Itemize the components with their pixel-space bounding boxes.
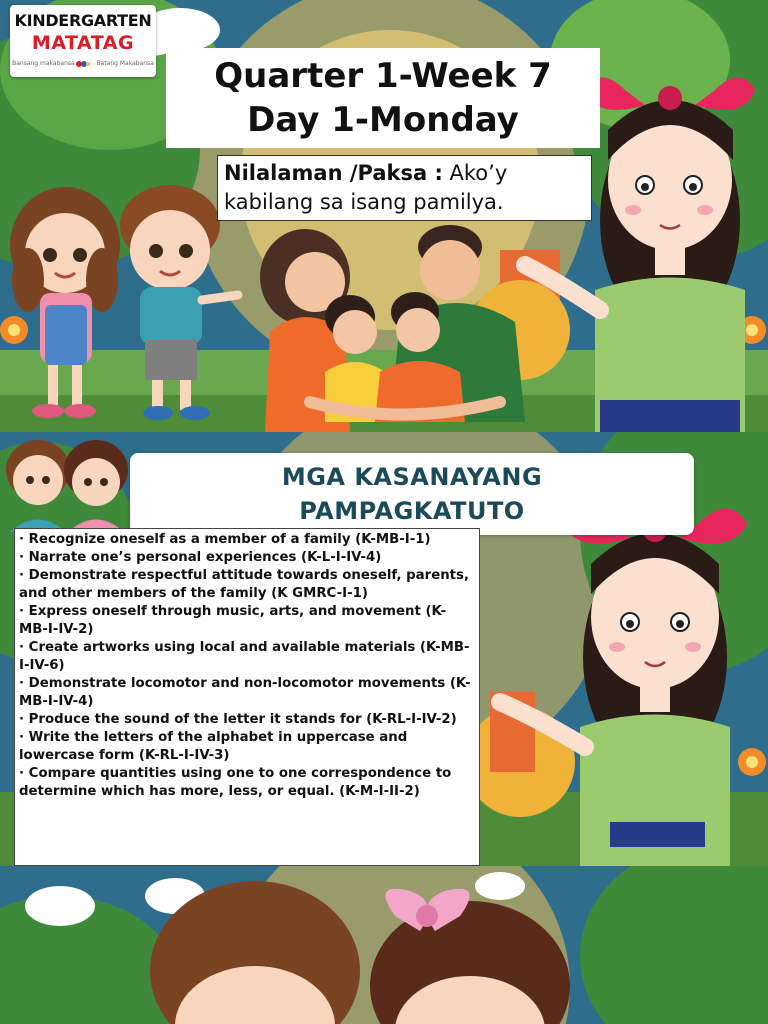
objectives-heading-line2: PAMPAGKATUTO: [299, 497, 525, 525]
teacher-girl-illustration-2: [485, 482, 768, 866]
objective-item: · Demonstrate respectful attitude towards oneself, parents, and other members of the family (K GMRC-I-1): [19, 568, 470, 601]
closeup-kids-illustration: [140, 876, 580, 1024]
objectives-list: [14, 528, 480, 866]
objective-item: · Create artworks using local and available materials (K-MB-I-IV-6): [19, 640, 470, 673]
objective-item: · Produce the sound of the letter it stands for (K-RL-I-IV-2): [19, 712, 457, 727]
topic-box: [217, 155, 592, 221]
title-box: [166, 48, 600, 148]
logo-matatag-text: MATATAG: [31, 32, 135, 54]
objective-item: · Compare quantities using one to one correspondence to determine which has more, less, or equal. (K-M-I-II-2): [19, 766, 452, 799]
kids-illustration: [0, 175, 250, 430]
logo-kindergarten-text: KINDERGARTEN: [14, 11, 152, 30]
topic-label: Nilalaman /Paksa :: [224, 161, 443, 185]
logo-tagline-right: Batang Makabansa: [96, 60, 154, 67]
slide-2: [0, 432, 768, 866]
slide-3: [0, 866, 768, 1024]
objective-item: · Recognize oneself as a member of a family (K-MB-I-1): [19, 532, 431, 547]
kindergarten-matatag-logo: [10, 5, 156, 77]
topic-text: Ako’y kabilang sa isang pamilya.: [224, 161, 508, 214]
logo-mark-icon: [76, 60, 90, 68]
title-day: Day 1-Monday: [247, 100, 519, 140]
objectives-heading-line1: MGA KASANAYANG: [281, 463, 543, 491]
slide-1: [0, 0, 768, 432]
small-kids-illustration: [0, 432, 130, 532]
objective-item: · Express oneself through music, arts, and movement (K-MB-I-IV-2): [19, 604, 447, 637]
objectives-heading-box: [130, 453, 694, 535]
objective-item: · Demonstrate locomotor and non-locomotor movements (K-MB-I-IV-4): [19, 676, 471, 709]
title-quarter-week: Quarter 1-Week 7: [214, 56, 552, 96]
logo-tagline-left: Bansang makabansa: [12, 60, 75, 67]
objective-item: · Narrate one’s personal experiences (K-L-I-IV-4): [19, 550, 382, 565]
objective-item: · Write the letters of the alphabet in uppercase and lowercase form (K-RL-I-IV-3): [19, 730, 408, 763]
